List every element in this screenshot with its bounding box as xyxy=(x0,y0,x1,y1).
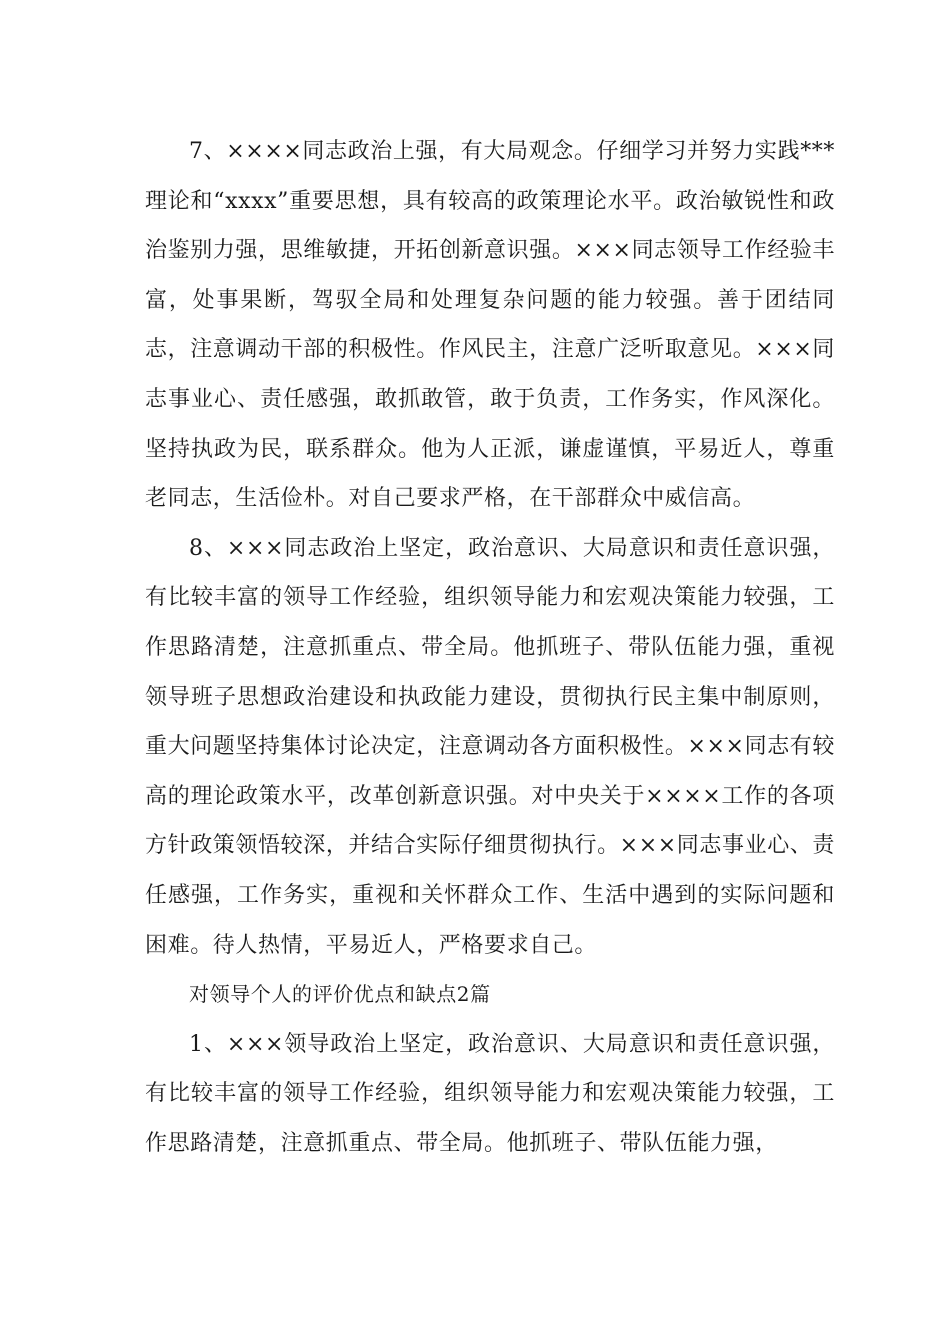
paragraph-1: 1、×××领导政治上坚定，政治意识、大局意识和责任意识强，有比较丰富的领导工作经验，组织领导能力和宏观决策能力较强，工作思路清楚，注意抓重点、带全局。他抓班子、带队伍能力强， xyxy=(145,1031,835,1156)
paragraph-8: 8、×××同志政治上坚定，政治意识、大局意识和责任意识强，有比较丰富的领导工作经验，组织领导能力和宏观决策能力较强，工作思路清楚，注意抓重点、带全局。他抓班子、带队伍能力强，重视领导班子思想政治建设和执政能力建设，贯彻执行民主集中制原则，重大问题坚持集体讨论决定，注意调动各方面积极性。×××同志有较高的理论政策水平，改革创新意识强。对中央关于××××工作的各项方针政策领悟较深，并结合实际仔细贯彻执行。×××同志事业心、责任感强，工作务实，重视和关怀群众工作、生活中遇到的实际问题和困难。待人热情，平易近人，严格要求自己。 xyxy=(145,535,835,958)
paragraph-7: 7、××××同志政治上强，有大局观念。仔细学习并努力实践***理论和“xxxx”重要思想，具有较高的政策理论水平。政治敏锐性和政治鉴别力强，思维敏捷，开拓创新意识强。×××同志领导工作经验丰富，处事果断，驾驭全局和处理复杂问题的能力较强。善于团结同志，注意调动干部的积极性。作风民主，注意广泛听取意见。×××同志事业心、责任感强，敢抓敢管，敢于负责，工作务实，作风深化。坚持执政为民，联系群众。他为人正派，谦虚谨慎，平易近人，尊重老同志，生活俭朴。对自己要求严格，在干部群众中威信高。 xyxy=(145,139,835,512)
document-body xyxy=(145,127,835,1168)
section-heading: 对领导个人的评价优点和缺点2篇 xyxy=(189,982,491,1007)
